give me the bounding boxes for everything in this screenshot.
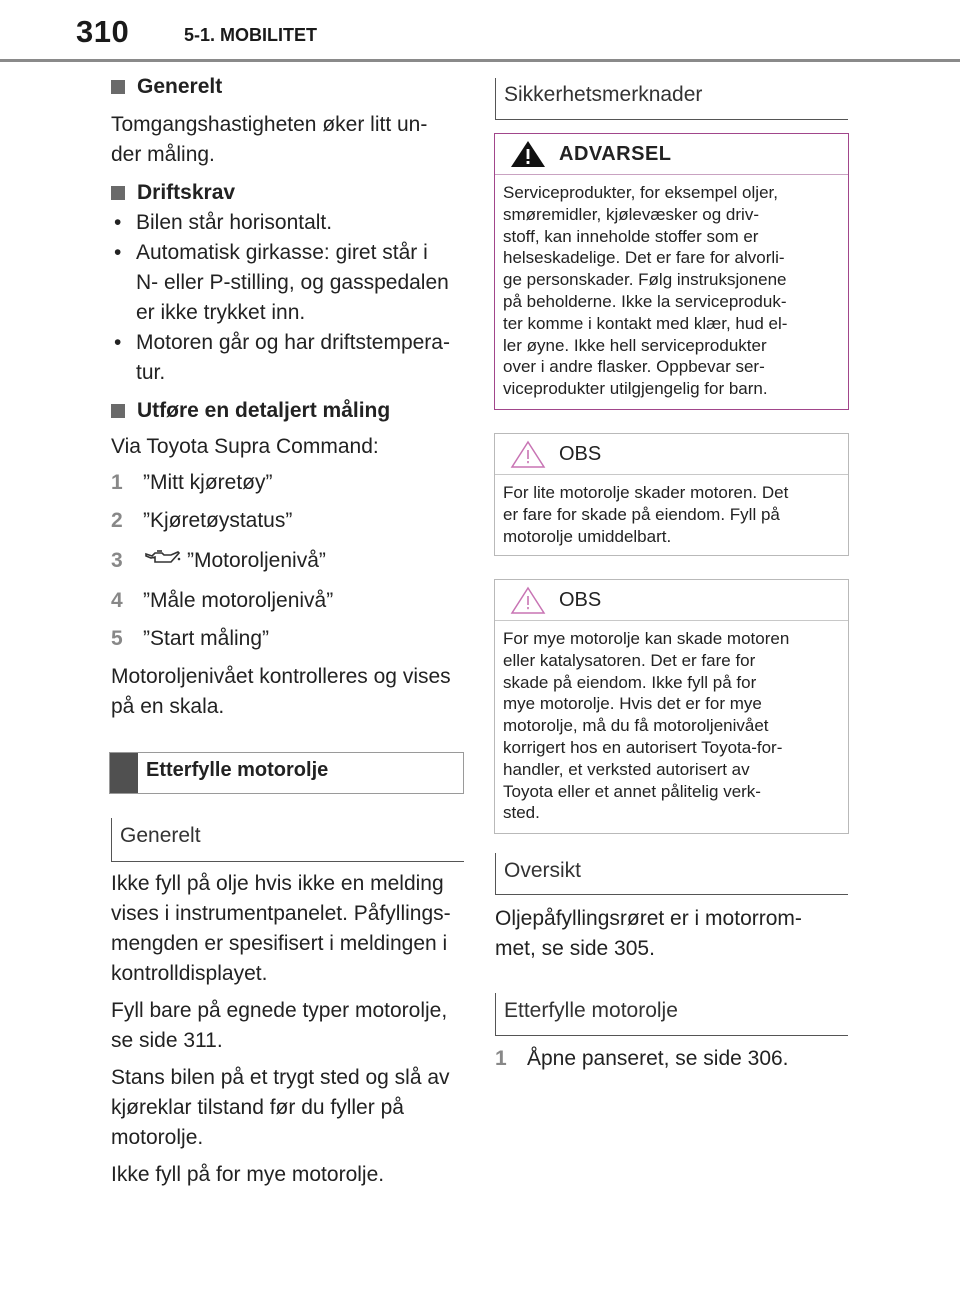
step-item: 2 ”Kjøretøystatus” xyxy=(111,509,293,532)
caution-triangle-icon xyxy=(509,585,547,615)
paragraph: Ikke fyll på for mye motorolje. xyxy=(111,1163,385,1186)
notice-box xyxy=(494,433,849,556)
utfore-heading: Utføre en detaljert måling xyxy=(111,396,463,426)
etterfylle-heading-bar xyxy=(109,752,464,794)
notice-box-header xyxy=(495,580,848,621)
driftskrav-heading: Driftskrav xyxy=(111,178,463,208)
sikkerhet-subheading: Sikkerhetsmerknader xyxy=(495,78,848,120)
heading-bar-accent xyxy=(110,753,138,793)
paragraph: Stans bilen på et trygt sted og slå av kjøreklar tilstand før du fyller på motorolje. xyxy=(111,1066,450,1149)
paragraph: Fyll bare på egnede typer motorolje, se side 311. xyxy=(111,999,448,1052)
oil-can-icon xyxy=(145,546,181,576)
list-item: • Automatisk girkasse: giret står i N- eller P-stilling, og gasspedalen er ikke trykket inn. xyxy=(111,238,463,328)
page-header xyxy=(0,0,960,62)
warning-text: Serviceprodukter, for eksempel oljer, smøremidler, kjølevæsker og driv- stoff, kan inneholde stoffer som er helseskadelige. Det er fare for alvorli- ge personskader. Følg instruksjonene på beholderne. Ikke la serviceproduk- ter komme i kontakt med klær, hud el- ler øyne. Ikke hell serviceprodukter over i andre flasker. Oppbevar ser- viceprodukter utilgjengelig for barn. xyxy=(503,183,788,399)
section-title: 5-1. MOBILITET xyxy=(184,25,318,45)
etterfylle-subheading: Etterfylle motorolje xyxy=(495,993,848,1036)
square-bullet-icon xyxy=(111,80,125,94)
square-bullet-icon xyxy=(111,404,125,418)
step-item: 4 ”Måle motoroljenivå” xyxy=(111,589,334,612)
via-text: Via Toyota Supra Command: xyxy=(111,435,379,458)
right-step-list xyxy=(495,1044,848,1074)
step-item: 1 Åpne panseret, se side 306. xyxy=(495,1047,789,1070)
generelt-text-2: der måling. xyxy=(111,143,215,166)
caution-triangle-icon xyxy=(509,439,547,469)
step-item: 3 ”Motoroljenivå” xyxy=(111,546,463,576)
square-bullet-icon xyxy=(111,186,125,200)
left-column xyxy=(111,72,463,722)
oversikt-subheading: Oversikt xyxy=(495,853,848,895)
notice-box-header xyxy=(495,434,848,475)
notice-box xyxy=(494,579,849,834)
etterfylle-heading: Etterfylle motorolje xyxy=(146,759,329,781)
header-rule xyxy=(0,59,960,62)
step-item: 1 ”Mitt kjøretøy” xyxy=(111,471,273,494)
notice-text: For lite motorolje skader motoren. Det er fare for skade på eiendom. Fyll på motorolje umiddelbart. xyxy=(503,483,789,546)
notice-title: OBS xyxy=(559,588,602,611)
warning-title: ADVARSEL xyxy=(559,142,672,165)
generelt-heading: Generelt xyxy=(111,72,463,102)
generelt-subheading: Generelt xyxy=(111,818,464,862)
notice-title: OBS xyxy=(559,442,602,465)
step-item: 5 ”Start måling” xyxy=(111,627,270,650)
notice-text: For mye motorolje kan skade motoren eller katalysatoren. Det er fare for skade på eiendom. Ikke fyll på for mye motorolje. Hvis det er for mye motorolje, må du få motoroljenivået korrigert hos en autorisert Toyota-for- handler, et verksted autorisert av Toyota eller et annet pålitelig verk- sted. xyxy=(503,629,790,823)
oversikt-text: Oljepåfyllingsrøret er i motorrom- met, se side 305. xyxy=(495,907,802,960)
generelt-text: Tomgangshastigheten øker litt un- xyxy=(111,113,428,136)
warning-box xyxy=(494,133,849,410)
left-column-lower xyxy=(111,869,463,1190)
paragraph: Ikke fyll på olje hvis ikke en melding vises i instrumentpanelet. Påfyllings- mengden er spesifisert i meldingen i kontrolldisplayet. xyxy=(111,872,451,985)
warning-triangle-icon xyxy=(509,139,547,169)
warning-box-header xyxy=(495,134,848,175)
list-item: • Motoren går og har driftstempera- tur. xyxy=(111,328,463,388)
result-text-2: på en skala. xyxy=(111,695,225,718)
list-item: • Bilen står horisontalt. xyxy=(111,208,463,238)
result-text: Motoroljenivået kontrolleres og vises xyxy=(111,665,451,688)
page-number: 310 xyxy=(76,14,130,49)
